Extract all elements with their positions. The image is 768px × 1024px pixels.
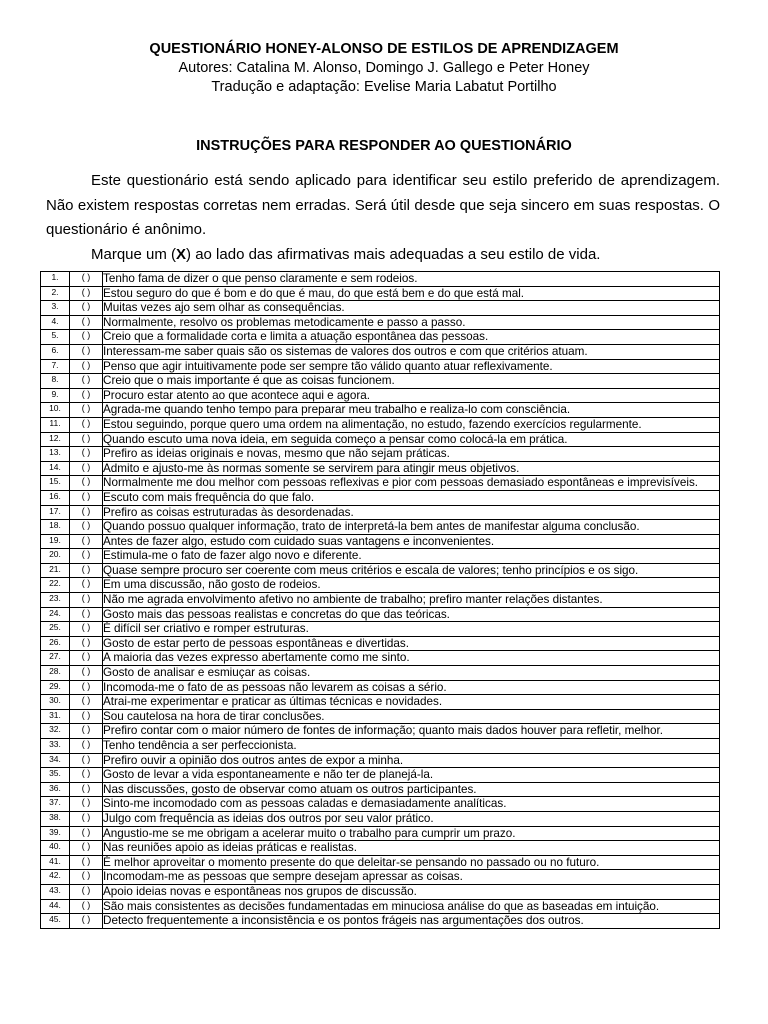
question-text: Procuro estar atento ao que acontece aqui e agora.	[103, 388, 720, 403]
answer-checkbox[interactable]: ( )	[70, 388, 103, 403]
question-text: Escuto com mais frequência do que falo.	[103, 490, 720, 505]
question-number: 12.	[41, 432, 70, 447]
answer-checkbox[interactable]: ( )	[70, 899, 103, 914]
question-text: Prefiro contar com o maior número de fontes de informação; quanto mais dados houver para refletir, melhor.	[103, 724, 720, 739]
question-text: Antes de fazer algo, estudo com cuidado suas vantagens e inconvenientes.	[103, 534, 720, 549]
question-row	[41, 826, 720, 841]
answer-checkbox[interactable]: ( )	[70, 476, 103, 491]
question-number: 9.	[41, 388, 70, 403]
question-text: Apoio ideias novas e espontâneas nos grupos de discussão.	[103, 884, 720, 899]
question-row	[41, 344, 720, 359]
answer-checkbox[interactable]: ( )	[70, 301, 103, 316]
question-number: 15.	[41, 476, 70, 491]
question-number: 40.	[41, 841, 70, 856]
question-row	[41, 359, 720, 374]
question-row	[41, 607, 720, 622]
question-row	[41, 636, 720, 651]
question-text: Tenho fama de dizer o que penso claramente e sem rodeios.	[103, 272, 720, 287]
question-text: Prefiro as ideias originais e novas, mesmo que não sejam práticas.	[103, 447, 720, 462]
question-row	[41, 490, 720, 505]
answer-checkbox[interactable]: ( )	[70, 578, 103, 593]
answer-checkbox[interactable]: ( )	[70, 724, 103, 739]
answer-checkbox[interactable]: ( )	[70, 272, 103, 287]
question-number: 8.	[41, 374, 70, 389]
question-number: 35.	[41, 768, 70, 783]
question-row	[41, 403, 720, 418]
answer-checkbox[interactable]: ( )	[70, 884, 103, 899]
question-number: 18.	[41, 520, 70, 535]
question-row	[41, 272, 720, 287]
instructions-title: INSTRUÇÕES PARA RESPONDER AO QUESTIONÁRIO	[196, 138, 572, 154]
question-text: Creio que a formalidade corta e limita a atuação espontânea das pessoas.	[103, 330, 720, 345]
question-number: 32.	[41, 724, 70, 739]
question-number: 21.	[41, 563, 70, 578]
question-number: 13.	[41, 447, 70, 462]
question-text: Julgo com frequência as ideias dos outros por seu valor prático.	[103, 811, 720, 826]
question-row	[41, 768, 720, 783]
question-row	[41, 666, 720, 681]
question-text: É difícil ser criativo e romper estruturas.	[103, 622, 720, 637]
question-row	[41, 476, 720, 491]
answer-checkbox[interactable]: ( )	[70, 534, 103, 549]
answer-checkbox[interactable]: ( )	[70, 549, 103, 564]
question-row	[41, 520, 720, 535]
answer-checkbox[interactable]: ( )	[70, 680, 103, 695]
answer-checkbox[interactable]: ( )	[70, 739, 103, 754]
answer-checkbox[interactable]: ( )	[70, 286, 103, 301]
question-row	[41, 709, 720, 724]
question-number: 20.	[41, 549, 70, 564]
question-number: 36.	[41, 782, 70, 797]
question-number: 28.	[41, 666, 70, 681]
question-number: 39.	[41, 826, 70, 841]
mark-x: X	[176, 245, 187, 263]
question-text: Atrai-me experimentar e praticar as últimas técnicas e novidades.	[103, 695, 720, 710]
question-text: Sou cautelosa na hora de tirar conclusões.	[103, 709, 720, 724]
answer-checkbox[interactable]: ( )	[70, 636, 103, 651]
answer-checkbox[interactable]: ( )	[70, 811, 103, 826]
question-text: Tenho tendência a ser perfeccionista.	[103, 739, 720, 754]
question-row	[41, 914, 720, 929]
answer-checkbox[interactable]: ( )	[70, 461, 103, 476]
questions-table	[40, 271, 720, 929]
answer-checkbox[interactable]: ( )	[70, 593, 103, 608]
question-number: 30.	[41, 695, 70, 710]
answer-checkbox[interactable]: ( )	[70, 447, 103, 462]
answer-checkbox[interactable]: ( )	[70, 374, 103, 389]
question-row	[41, 651, 720, 666]
answer-checkbox[interactable]: ( )	[70, 826, 103, 841]
translation-line: Tradução e adaptação: Evelise Maria Labatut Portilho	[211, 79, 557, 95]
question-row	[41, 549, 720, 564]
question-text: Normalmente me dou melhor com pessoas reflexivas e pior com pessoas demasiado espontâneas e imprevisíveis.	[103, 476, 720, 491]
answer-checkbox[interactable]: ( )	[70, 563, 103, 578]
question-text: Gosto de estar perto de pessoas espontâneas e divertidas.	[103, 636, 720, 651]
answer-checkbox[interactable]: ( )	[70, 666, 103, 681]
answer-checkbox[interactable]: ( )	[70, 782, 103, 797]
answer-checkbox[interactable]: ( )	[70, 651, 103, 666]
question-row	[41, 432, 720, 447]
document-header	[0, 40, 768, 97]
question-number: 1.	[41, 272, 70, 287]
question-text: Incomoda-me o fato de as pessoas não levarem as coisas a sério.	[103, 680, 720, 695]
answer-checkbox[interactable]: ( )	[70, 841, 103, 856]
question-number: 14.	[41, 461, 70, 476]
mark-instruction	[46, 243, 720, 268]
question-text: Quando escuto uma nova ideia, em seguida começo a pensar como colocá-la em prática.	[103, 432, 720, 447]
question-row	[41, 695, 720, 710]
question-row	[41, 622, 720, 637]
question-text: Não me agrada envolvimento afetivo no ambiente de trabalho; prefiro manter relações distantes.	[103, 593, 720, 608]
answer-checkbox[interactable]: ( )	[70, 914, 103, 929]
answer-checkbox[interactable]: ( )	[70, 753, 103, 768]
answer-checkbox[interactable]: ( )	[70, 315, 103, 330]
question-row	[41, 578, 720, 593]
question-text: Penso que agir intuitivamente pode ser sempre tão válido quanto atuar reflexivamente.	[103, 359, 720, 374]
answer-checkbox[interactable]: ( )	[70, 797, 103, 812]
question-text: Sinto-me incomodado com as pessoas caladas e demasiadamente analíticas.	[103, 797, 720, 812]
question-text: Admito e ajusto-me às normas somente se servirem para atingir meus objetivos.	[103, 461, 720, 476]
question-text: Creio que o mais importante é que as coisas funcionem.	[103, 374, 720, 389]
question-text: Gosto mais das pessoas realistas e concretas do que das teóricas.	[103, 607, 720, 622]
question-number: 34.	[41, 753, 70, 768]
answer-checkbox[interactable]: ( )	[70, 505, 103, 520]
answer-checkbox[interactable]: ( )	[70, 490, 103, 505]
instructions-paragraph: Este questionário está sendo aplicado para identificar seu estilo preferido de aprendizagem. Não existem respostas corretas nem erradas. Será útil desde que seja sincero em suas respostas. O questionário é anônimo.	[46, 172, 720, 238]
question-number: 22.	[41, 578, 70, 593]
question-number: 24.	[41, 607, 70, 622]
question-number: 19.	[41, 534, 70, 549]
question-number: 33.	[41, 739, 70, 754]
question-number: 4.	[41, 315, 70, 330]
question-row	[41, 884, 720, 899]
question-text: Interessam-me saber quais são os sistemas de valores dos outros e com que critérios atuam.	[103, 344, 720, 359]
question-row	[41, 505, 720, 520]
answer-checkbox[interactable]: ( )	[70, 870, 103, 885]
question-number: 6.	[41, 344, 70, 359]
question-text: Normalmente, resolvo os problemas metodicamente e passo a passo.	[103, 315, 720, 330]
answer-checkbox[interactable]: ( )	[70, 403, 103, 418]
question-number: 2.	[41, 286, 70, 301]
question-row	[41, 841, 720, 856]
question-number: 42.	[41, 870, 70, 885]
question-text: Prefiro ouvir a opinião dos outros antes de expor a minha.	[103, 753, 720, 768]
question-number: 11.	[41, 417, 70, 432]
question-row	[41, 593, 720, 608]
question-text: Gosto de analisar e esmiuçar as coisas.	[103, 666, 720, 681]
question-text: Estou seguindo, porque quero uma ordem na alimentação, no estudo, fazendo exercícios regularmente.	[103, 417, 720, 432]
question-row	[41, 417, 720, 432]
question-number: 10.	[41, 403, 70, 418]
question-text: Gosto de levar a vida espontaneamente e não ter de planejá-la.	[103, 768, 720, 783]
question-row	[41, 534, 720, 549]
question-text: Quase sempre procuro ser coerente com meus critérios e escala de valores; tenho princípios e os sigo.	[103, 563, 720, 578]
question-number: 45.	[41, 914, 70, 929]
answer-checkbox[interactable]: ( )	[70, 344, 103, 359]
question-number: 29.	[41, 680, 70, 695]
question-number: 31.	[41, 709, 70, 724]
question-row	[41, 739, 720, 754]
question-text: Incomodam-me as pessoas que sempre desejam apressar as coisas.	[103, 870, 720, 885]
authors-line: Autores: Catalina M. Alonso, Domingo J. Gallego e Peter Honey	[178, 60, 590, 76]
answer-checkbox[interactable]: ( )	[70, 417, 103, 432]
question-text: Nas reuniões apoio as ideias práticas e realistas.	[103, 841, 720, 856]
question-number: 41.	[41, 855, 70, 870]
answer-checkbox[interactable]: ( )	[70, 432, 103, 447]
question-row	[41, 870, 720, 885]
question-text: Quando possuo qualquer informação, trato de interpretá-la bem antes de manifestar alguma conclusão.	[103, 520, 720, 535]
question-text: É melhor aproveitar o momento presente do que deleitar-se pensando no passado ou no futuro.	[103, 855, 720, 870]
question-text: São mais consistentes as decisões fundamentadas em minuciosa análise do que as baseadas em intuição.	[103, 899, 720, 914]
question-row	[41, 563, 720, 578]
question-row	[41, 753, 720, 768]
answer-checkbox[interactable]: ( )	[70, 768, 103, 783]
question-row	[41, 811, 720, 826]
answer-checkbox[interactable]: ( )	[70, 607, 103, 622]
question-text: Prefiro as coisas estruturadas às desordenadas.	[103, 505, 720, 520]
question-row	[41, 899, 720, 914]
answer-checkbox[interactable]: ( )	[70, 622, 103, 637]
question-row	[41, 855, 720, 870]
questionnaire-title: QUESTIONÁRIO HONEY-ALONSO DE ESTILOS DE APRENDIZAGEM	[149, 41, 619, 57]
question-number: 38.	[41, 811, 70, 826]
answer-checkbox[interactable]: ( )	[70, 855, 103, 870]
answer-checkbox[interactable]: ( )	[70, 695, 103, 710]
mark-before: Marque um (	[91, 245, 177, 263]
question-text: Detecto frequentemente a inconsistência e os pontos frágeis nas argumentações dos outros.	[103, 914, 720, 929]
question-row	[41, 330, 720, 345]
question-text: Estimula-me o fato de fazer algo novo e diferente.	[103, 549, 720, 564]
question-row	[41, 286, 720, 301]
question-row	[41, 461, 720, 476]
question-row	[41, 301, 720, 316]
mark-after: ) ao lado das afirmativas mais adequadas a seu estilo de vida.	[186, 245, 601, 263]
answer-checkbox[interactable]: ( )	[70, 330, 103, 345]
question-text: Estou seguro do que é bom e do que é mau, do que está bem e do que está mal.	[103, 286, 720, 301]
question-number: 44.	[41, 899, 70, 914]
question-number: 43.	[41, 884, 70, 899]
question-row	[41, 374, 720, 389]
instructions-body	[46, 169, 720, 267]
question-number: 26.	[41, 636, 70, 651]
question-row	[41, 797, 720, 812]
question-row	[41, 388, 720, 403]
question-row	[41, 680, 720, 695]
question-number: 27.	[41, 651, 70, 666]
question-row	[41, 447, 720, 462]
question-text: Muitas vezes ajo sem olhar as consequências.	[103, 301, 720, 316]
question-number: 3.	[41, 301, 70, 316]
question-text: Nas discussões, gosto de observar como atuam os outros participantes.	[103, 782, 720, 797]
question-number: 5.	[41, 330, 70, 345]
answer-checkbox[interactable]: ( )	[70, 520, 103, 535]
question-text: Agrada-me quando tenho tempo para preparar meu trabalho e realiza-lo com consciência.	[103, 403, 720, 418]
question-text: Angustio-me se me obrigam a acelerar muito o trabalho para cumprir um prazo.	[103, 826, 720, 841]
question-row	[41, 315, 720, 330]
question-number: 23.	[41, 593, 70, 608]
answer-checkbox[interactable]: ( )	[70, 359, 103, 374]
question-row	[41, 782, 720, 797]
answer-checkbox[interactable]: ( )	[70, 709, 103, 724]
question-number: 25.	[41, 622, 70, 637]
question-text: A maioria das vezes expresso abertamente como me sinto.	[103, 651, 720, 666]
question-number: 7.	[41, 359, 70, 374]
question-text: Em uma discussão, não gosto de rodeios.	[103, 578, 720, 593]
question-number: 17.	[41, 505, 70, 520]
question-number: 37.	[41, 797, 70, 812]
question-number: 16.	[41, 490, 70, 505]
question-row	[41, 724, 720, 739]
